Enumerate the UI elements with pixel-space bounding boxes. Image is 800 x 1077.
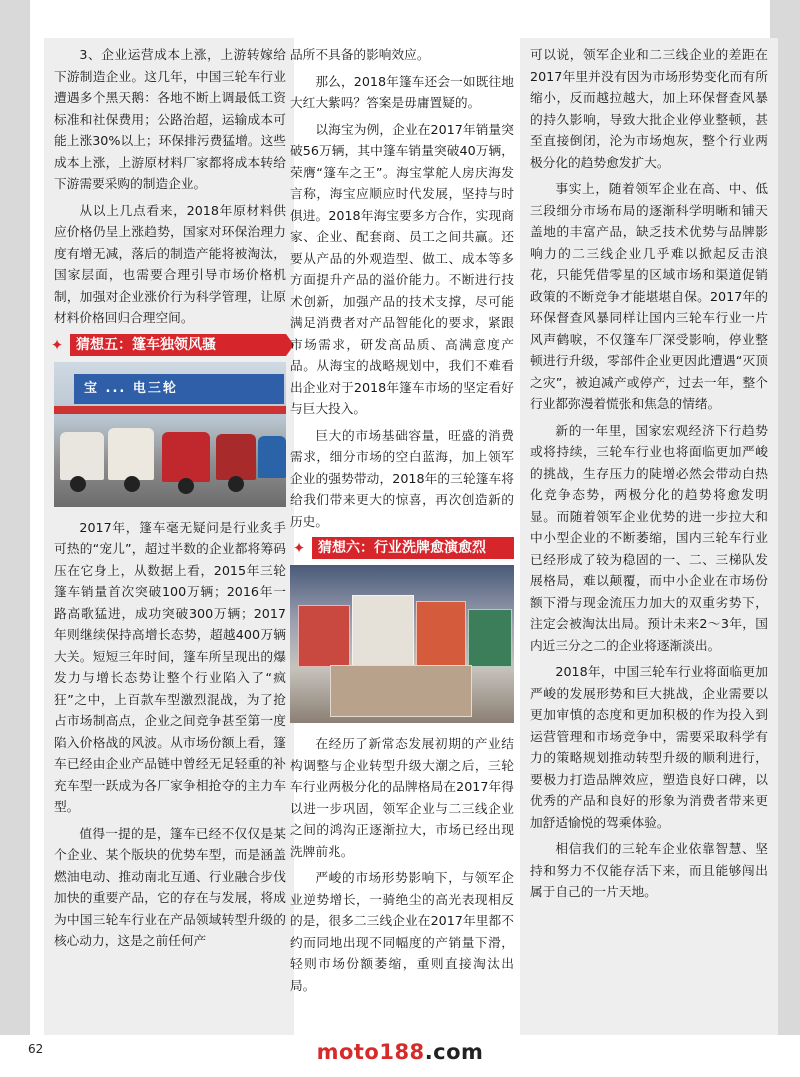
section-heading-6 [290,537,514,559]
booth [468,609,512,667]
red-diamond-star-icon: ✦ [50,335,64,354]
crowd-area [330,665,472,717]
tricycle-red [162,432,210,482]
booth [352,595,414,667]
col2-paragraph-4: 巨大的市场基础容量，旺盛的消费需求，细分市场的空白蓝海，加上领军企业的强势带动，2018年的三轮篷车将给我们带来更大的惊喜，再次创造新的历史。 [290,427,514,529]
col3-paragraph-4: 2018年，中国三轮车行业将面临更加严峻的发展形势和巨大挑战，企业需要以更加审慎的态度和更加积极的作为投入到运营管理和市场竞争中，需要采取科学有力的策略规划推动转型升级的顺利进行，要极力打造品牌效应，塑造良好口碑，以优秀的产品和良好的形象为消费者带来更加舒适愉悦的驾乘体验。 [530,664,768,830]
wheel [228,476,244,492]
wheel [70,476,86,492]
col2-paragraph-3: 以海宝为例，企业在2017年销量突破56万辆，其中篷车销量突破40万辆，荣膺“篷车之王”。海宝掌舵人房庆海发言称，海宝应顺应时代发展，坚持与时俱进。2018年海宝要多方合作，实现商家、企业、配套商、员工之间共赢。还要从产品的外观造型、做工、成本等多方面提升产品的溢价能力。不断进行技术创新，加强产品的技术支撑，尽可能满足消费者对产品智能化的要求，紧跟市场需求，研发高品质、高满意度产品。从海宝的战略规划中，我们不难看出企业对于2018年篷车市场的坚定看好与巨大投入。 [290,121,514,416]
booth [298,605,350,667]
column-2 [290,38,514,1035]
col3-paragraph-5: 相信我们的三轮车企业依靠智慧、坚持和努力不仅能存活下来，而且能够闯出属于自己的一片天地。 [530,841,768,899]
col2-paragraph-6: 严峻的市场形势影响下，与领军企业逆势增长，一骑绝尘的高光表现相反的是，很多二三线企业在2017年里都不约而同地出现不同幅度的产销量下滑，轻则市场份额萎缩，重则直接淘汰出局。 [290,870,514,993]
wheel [178,478,194,494]
col3-paragraph-3: 新的一年里，国家宏观经济下行趋势或将持续，三轮车行业也将面临更加严峻的挑战，生存压力的陡增必然会带动白热化竞争态势，两极分化的趋势将愈发明显。而随着领军企业优势的进一步拉大和中小型企业的不断萎缩，国内三轮车行业已经形成了较为稳固的一、二、三梯队发展格局，难以颠覆，而中小企业在市场份额下滑与现金流压力加大的双重劣势下，注定会被淘汰出局。预计未来2～3年，国内近三分之二的企业将逐渐淡出。 [530,422,768,653]
trade-fair-hall-photo [290,565,514,723]
tricycle-cream [108,428,154,480]
site-watermark [0,1040,800,1064]
watermark-site-name: moto188 [316,1040,425,1064]
tricycle-white [60,432,104,480]
col1-paragraph-3: 2017年，篷车毫无疑问是行业炙手可热的“宠儿”，超过半数的企业都将筹码压在它身上，从数据上看，2015年三轮篷车销量首次突破100万辆；2016年一路高歌猛进，成功突破300万辆；2017年则继续保持高增长态势，超越400万辆大关。短短三年时间，篷车所呈现出的爆发力与增长态势让整个行业陷入了“疯狂”之中，上百款车型激烈混战，为了抢占市场制高点，企业之间竞争甚至第一度陷入价格战的风波。从市场份额上看，篷车已经由企业产品链中曾经无足轻重的补充车型一跃成为各厂家争相抢夺的主力车型。 [54,519,286,814]
section-heading-5 [48,334,286,356]
col2-paragraph-2: 那么，2018年篷车还会一如既往地大红大紫吗？答案是毋庸置疑的。 [290,73,514,110]
red-diamond-star-icon: ✦ [292,539,306,557]
col3-paragraph-2: 事实上，随着领军企业在高、中、低三段细分市场布局的逐渐科学明晰和铺天盖地的丰富产品，缺乏技术优势与品牌影响力的二三线企业几乎难以掀起反击浪花，只能凭借零星的区域市场和渠道促销政策的不断竞争才能堪堪自保。2017年的环保督查风暴同样让国内三轮车行业一片风声鹤唳，不仅篷车厂深受影响，停业整顿进行升级，零部件企业更因此遭遇“灭顶之灾”，被迫减产或停产，过去一年，整个行业都弥漫着慌张和焦急的情绪。 [530,181,768,411]
tricycle-dealer-photo [54,362,286,507]
shop-board-stripe [54,406,286,414]
page-number: 62 [28,1042,44,1056]
col1-paragraph-4: 值得一提的是，篷车已经不仅仅是某个企业、某个版块的优势车型，而是涵盖燃油电动、推动南北互通、行业融合步伐加快的重要产品，它的存在与发展，将成为中国三轮车行业在产品领域转型升级的核心动力，这是之前任何产 [54,825,286,948]
col2-paragraph-5: 在经历了新常态发展初期的产业结构调整与企业转型升级大潮之后，三轮车行业两极分化的品牌格局在2017年得以进一步巩固，领军企业与二三线企业之间的鸿沟正逐渐拉大，市场已经出现洗牌前兆。 [290,736,514,859]
tricycle-darkred [216,434,256,480]
left-side-rail [0,0,30,1035]
booth [416,601,466,667]
col1-paragraph-2: 从以上几点看来，2018年原材料供应价格仍呈上涨趋势，国家对环保治理力度有增无减，落后的制造产能将被淘汰，国家层面，也需要合理引导市场价格机制，加强对企业涨价行为科学管理，让原材料价格回归合理空间。 [54,202,286,325]
col1-paragraph-1: 3、企业运营成本上涨，上游转嫁给下游制造企业。这几年，中国三轮车行业遭遇多个黑天鹅：各地不断上调最低工资标准和社保费用；公路治超，运输成本可能上涨30%以上；环保排污费猛增。这些成本上涨，上游原材料厂家都将成本转给下游需要采购的制造企业。 [54,47,286,191]
column-3 [520,38,778,1035]
tricycle-blue [258,436,286,478]
wheel [124,476,140,492]
section-heading-6-label: 猜想六：行业洗牌愈演愈烈 [312,537,514,559]
shop-sign: 宝 ... 电三轮 [74,374,284,404]
col2-paragraph-1: 品所不具备的影响效应。 [290,47,430,62]
section-heading-5-label: 猜想五：篷车独领风骚 [70,334,286,356]
watermark-domain-suffix: .com [424,1040,484,1064]
column-1 [44,38,294,1035]
col3-paragraph-1: 可以说，领军企业和二三线企业的差距在2017年里并没有因为市场形势变化而有所缩小，反而越拉越大，加上环保督查风暴的持久影响，导致大批企业停业整顿，甚至直接倒闭，沦为市场炮灰，整个行业两极分化的趋势愈发扩大。 [530,47,768,170]
